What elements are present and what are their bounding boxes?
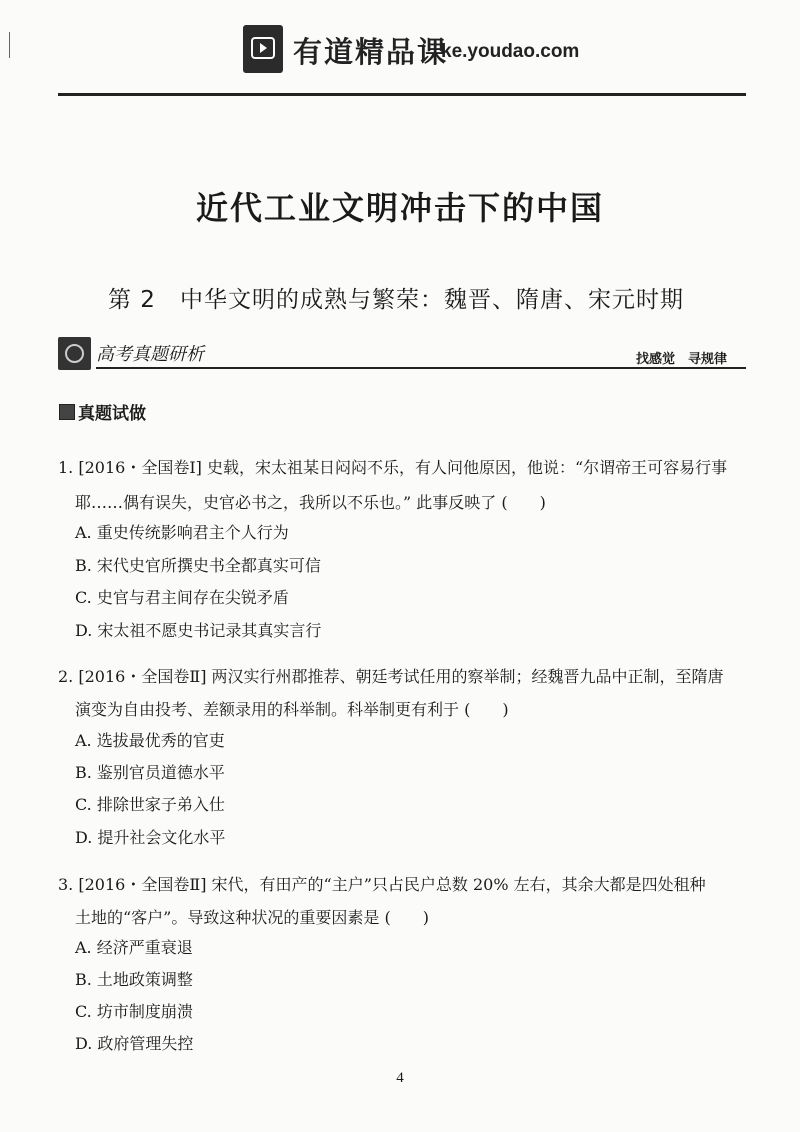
youdao-logo-icon <box>243 25 283 73</box>
question-text-line: 2. [2016・全国卷Ⅱ] 两汉实行州郡推荐、朝廷考试任用的察举制；经魏晋九品中正制，至隋唐 <box>58 667 724 686</box>
document-title: 近代工业文明冲击下的中国 <box>195 189 604 227</box>
option-a: A. 选拔最优秀的官吏 <box>75 731 225 750</box>
brand-name: 有道精品课 <box>293 35 449 69</box>
question-text-line: 耶……偶有误失，史官必书之，我所以不乐也。” 此事反映了 ( ) <box>75 493 546 512</box>
section-title: 第 2 中华文明的成熟与繁荣：魏晋、隋唐、宋元时期 <box>108 287 684 313</box>
subheading: 真题试做 <box>78 404 146 424</box>
option-a: A. 重史传统影响君主个人行为 <box>75 523 289 542</box>
question-text-line: 土地的“客户”。导致这种状况的重要因素是 ( ) <box>75 908 429 927</box>
square-icon <box>59 404 75 420</box>
question-text-line: 1. [2016・全国卷Ⅰ] 史载，宋太祖某日闷闷不乐，有人问他原因，他说：“尔谓帝王可容易行事 <box>58 458 728 477</box>
option-c: C. 排除世家子弟入仕 <box>75 795 225 814</box>
header-divider <box>58 93 746 96</box>
option-b: B. 土地政策调整 <box>75 970 193 989</box>
option-c: C. 坊市制度崩溃 <box>75 1002 193 1021</box>
page-number: 4 <box>396 1070 404 1086</box>
option-b: B. 宋代史官所撰史书全都真实可信 <box>75 556 321 575</box>
option-c: C. 史官与君主间存在尖锐矛盾 <box>75 588 289 607</box>
option-d: D. 宋太祖不愿史书记录其真实言行 <box>75 621 322 640</box>
banner-icon <box>58 337 91 370</box>
scan-margin-mark <box>9 32 10 58</box>
option-d: D. 提升社会文化水平 <box>75 828 226 847</box>
brand-url: ke.youdao.com <box>441 41 580 62</box>
banner-label: 高考真题研析 <box>96 344 204 365</box>
option-b: B. 鉴别官员道德水平 <box>75 763 225 782</box>
option-a: A. 经济严重衰退 <box>75 938 193 957</box>
banner-slogan: 找感觉 寻规律 <box>636 352 728 367</box>
question-text-line: 演变为自由投考、差额录用的科举制。科举制更有利于 ( ) <box>75 700 509 719</box>
question-text-line: 3. [2016・全国卷Ⅱ] 宋代，有田产的“主户”只占民户总数 20% 左右，其余大都是四处租种 <box>58 875 706 894</box>
banner-divider <box>96 367 746 369</box>
option-d: D. 政府管理失控 <box>75 1034 194 1053</box>
